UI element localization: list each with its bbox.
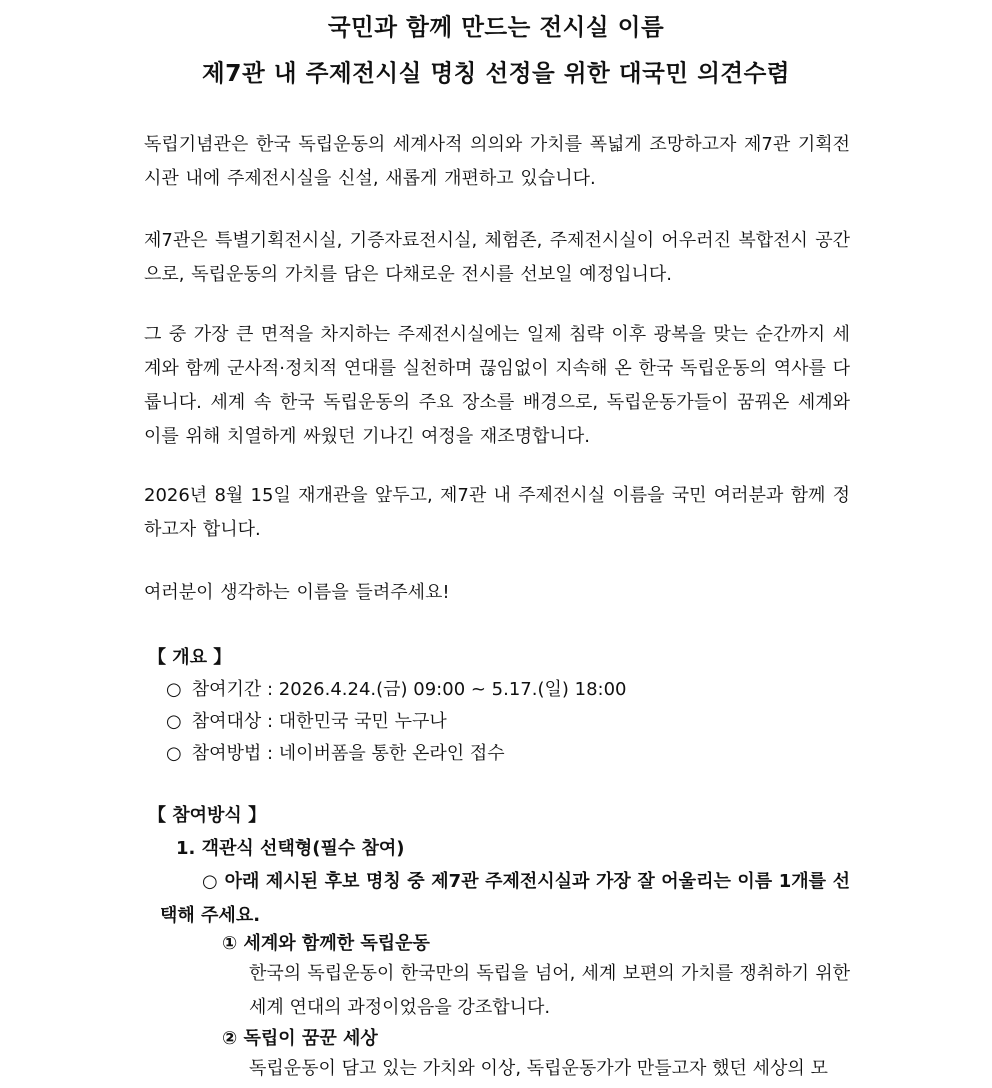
intro-paragraph-3: 그 중 가장 큰 면적을 차지하는 주제전시실에는 일제 침략 이후 광복을 맞는 순간까지 세계와 함께 군사적·정치적 연대를 실천하며 끊임없이 지속해 온 한국 독립운동의 역사를 다룹니다. 세계 속 한국 독립운동의 주요 장소를 배경으로, 독립운동가들이 꿈꿔온 세계와 이를 위해 치열하게 싸웠던 기나긴 여정을 재조명합니다. [144, 324, 850, 447]
intro-paragraph-1: 독립기념관은 한국 독립운동의 세계사적 의의와 가치를 폭넓게 조망하고자 제7관 기획전시관 내에 주제전시실을 신설, 새롭게 개편하고 있습니다. [144, 134, 850, 189]
option-2-title: ② 독립이 꿈꾼 세상 [222, 1028, 378, 1049]
method-heading: 【 참여방식 】 [148, 805, 267, 826]
intro-paragraph-2: 제7관은 특별기획전시실, 기증자료전시실, 체험존, 주제전시실이 어우러진 복합전시 공간으로, 독립운동의 가치를 담은 다채로운 전시를 선보일 예정입니다. [144, 230, 850, 285]
option-1-title: ① 세계와 함께한 독립운동 [222, 933, 430, 954]
overview-heading: 【 개요 】 [148, 647, 232, 668]
overview-item-text: 참여기간 : 2026.4.24.(금) 09:00 ~ 5.17.(일) 18:00 [191, 679, 627, 700]
overview-item-period [166, 675, 627, 701]
overview-item-method [166, 739, 505, 765]
option-1-description: 한국의 독립운동이 한국만의 독립을 넘어, 세계 보편의 가치를 쟁취하기 위한 세계 연대의 과정이었음을 강조합니다. [249, 963, 850, 1018]
circle-bullet-icon: ○ [166, 679, 182, 700]
circle-bullet-icon: ○ [166, 743, 182, 764]
page-subtitle: 제7관 내 주제전시실 명칭 선정을 위한 대국민 의견수렴 [201, 59, 791, 87]
overview-item-text: 참여대상 : 대한민국 국민 누구나 [191, 711, 447, 732]
method-subtitle: 1. 객관식 선택형(필수 참여) [176, 838, 405, 859]
option-2-description: 독립운동이 담고 있는 가치와 이상, 독립운동가가 만들고자 했던 세상의 모 [249, 1058, 828, 1079]
overview-item-target [166, 707, 447, 733]
intro-paragraph-4: 2026년 8월 15일 재개관을 앞두고, 제7관 내 주제전시실 이름을 국민 여러분과 함께 정하고자 합니다. [144, 485, 850, 540]
method-instruction: ○ 아래 제시된 후보 명칭 중 제7관 주제전시실과 가장 잘 어울리는 이름 1개를 선택해 주세요. [160, 871, 850, 926]
overview-item-text: 참여방법 : 네이버폼을 통한 온라인 접수 [191, 743, 505, 764]
circle-bullet-icon: ○ [166, 711, 182, 732]
intro-paragraph-5: 여러분이 생각하는 이름을 들려주세요! [144, 582, 450, 603]
page-title: 국민과 함께 만드는 전시실 이름 [327, 13, 665, 41]
